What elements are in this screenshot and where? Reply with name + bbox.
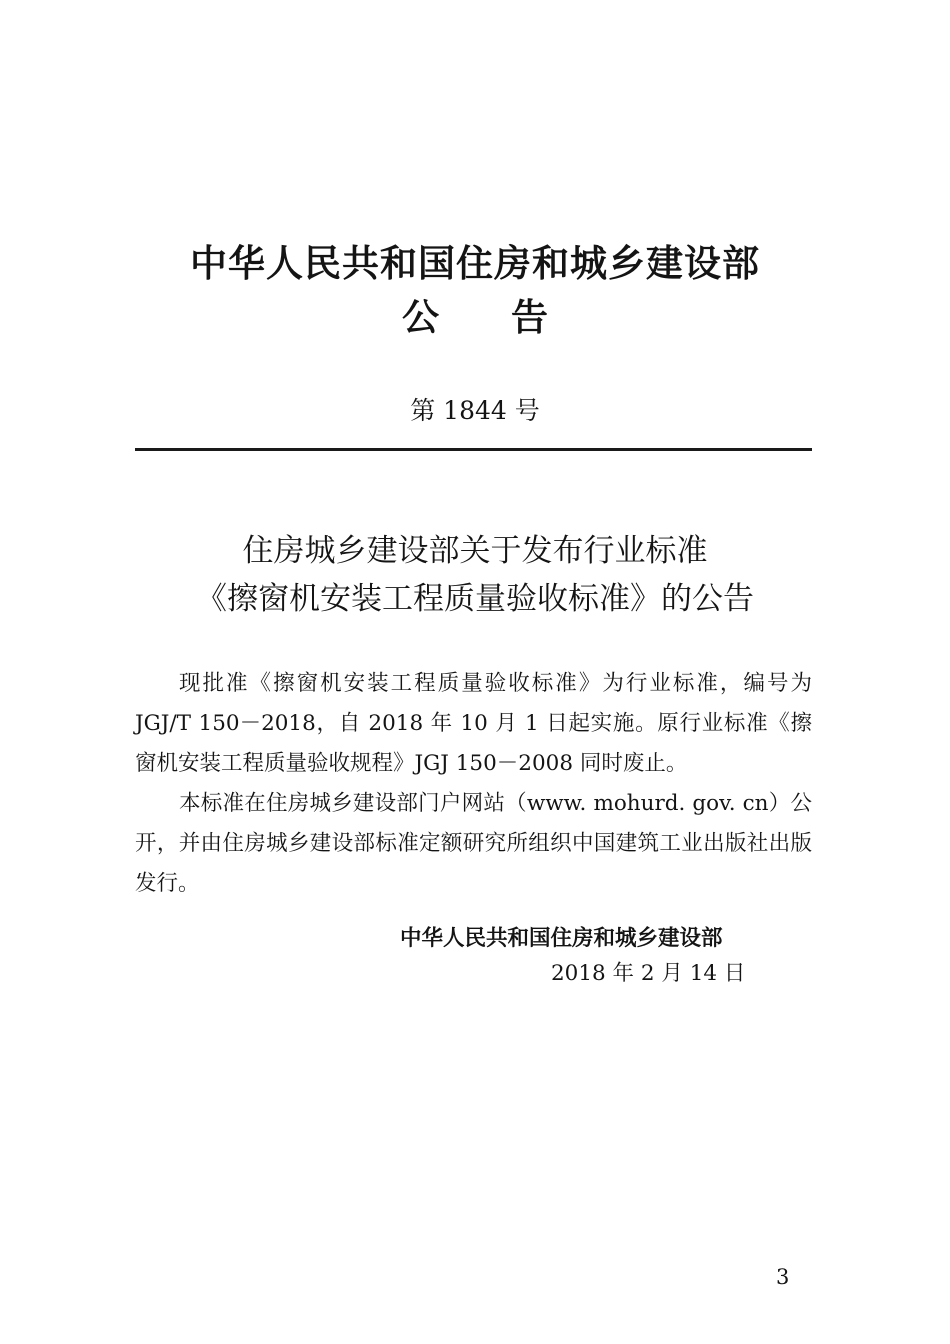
body-paragraph-2: 本标准在住房城乡建设部门户网站（www. mohurd. gov. cn）公开，并由住房城乡建设部标准定额研究所组织中国建筑工业出版社出版发行。: [135, 791, 812, 896]
announcement-title-line-2: 《擦窗机安装工程质量验收标准》的公告: [196, 581, 754, 617]
announcement-title-line-1: 住房城乡建设部关于发布行业标准: [242, 533, 708, 569]
signature-date: 2018 年 2 月 14 日: [551, 961, 746, 986]
document-number: 第 1844 号: [410, 396, 540, 425]
body-paragraph-1: 现批准《擦窗机安装工程质量验收标准》为行业标准，编号为 JGJ/T 150－2018，自 2018 年 10 月 1 日起实施。原行业标准《擦窗机安装工程质量验收规程》JGJ 150－2008 同时废止。: [135, 671, 812, 776]
issuer-heading: 中华人民共和国住房和城乡建设部: [190, 242, 760, 285]
announcement-body: [135, 664, 812, 904]
signatory: 中华人民共和国住房和城乡建设部: [400, 926, 723, 951]
document-type-heading: 公告: [402, 296, 620, 339]
header-divider: [135, 448, 812, 451]
page-number: 3: [776, 1265, 790, 1289]
